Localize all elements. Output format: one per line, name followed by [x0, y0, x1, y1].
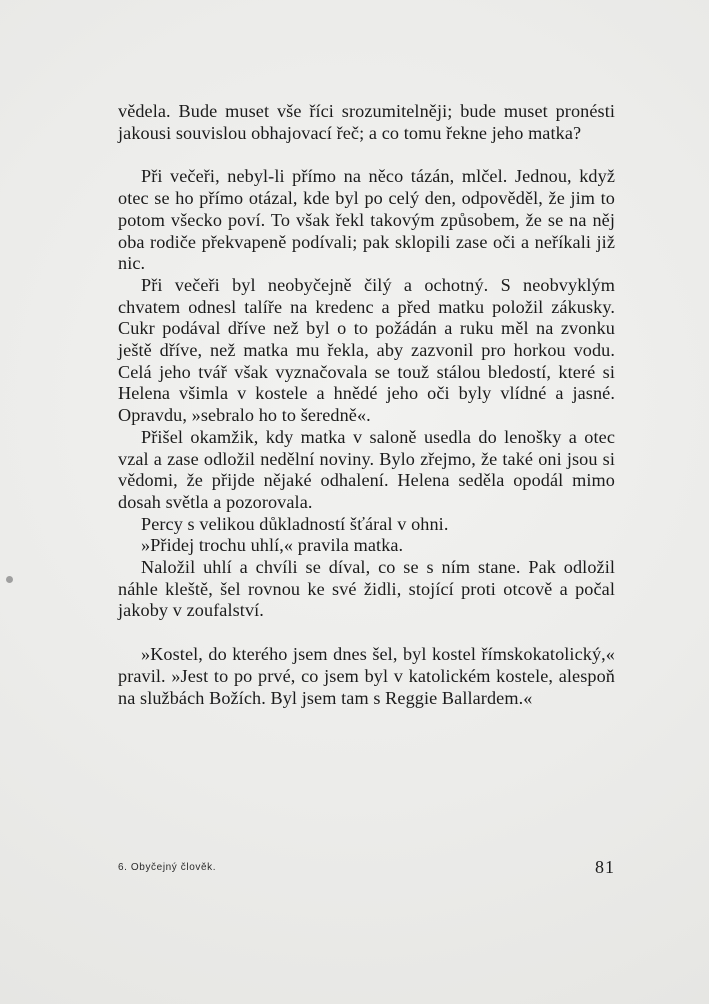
paragraph-dinner-manners: Při večeři byl neobyčejně čilý a ochotný. S neobvyklým chvatem odnesl talíře na kredenc a před matku položil zákusky. Cukr podával dříve než byl o to požádán a ruku měl na zvonku ještě dříve, než matka mu řekla, aby zazvonil pro horkou vodu. Celá jeho tvář však vyznačovala se touž stálou bledostí, které si Helena všimla v kostele a hnědé jeho oči byly vlídné a jasné. Opravdu, »sebralo ho to šeredně«. [118, 274, 615, 426]
paragraph-gap-2 [118, 622, 615, 644]
body-text [118, 101, 615, 709]
paragraph-fire: Percy s velikou důkladností šťáral v ohni. [141, 513, 449, 534]
paragraph-gap [118, 144, 615, 166]
paragraph-church-confession: »Kostel, do kterého jsem dnes šel, byl kostel římskokatolický,« pravil. »Jest to po prvé, co jsem byl v katolickém kostele, alespoň na službách Božích. Byl jsem tam s Reggie Ballardem.« [118, 644, 615, 708]
page-number: 81 [595, 857, 615, 877]
paper-speck [6, 576, 13, 583]
footer-signature: 6. Obyčejný člověk. [118, 862, 217, 873]
paragraph-percy-approach: Naložil uhlí a chvíli se díval, co se s ním stane. Pak odložil náhle kleště, šel rovnou ke své židli, stojící proti otcově a počal jakoby v zoufalství. [118, 557, 615, 621]
paragraph-mother-quote: »Přidej trochu uhlí,« pravila matka. [141, 535, 404, 556]
paragraph-dinner-silence: Při večeři, nebyl-li přímo na něco tázán, mlčel. Jednou, když otec se ho přímo otázal, kde byl po celý den, odpověděl, že jim to potom všecko poví. To však řekl takovým způsobem, že se na něj oba rodiče překvapeně podívali; pak sklopili zase oči a neříkali již nic. [118, 166, 615, 274]
paragraph-salon-moment: Přišel okamžik, kdy matka v saloně usedla do lenošky a otec vzal a zase odložil nedělní noviny. Bylo zřejmo, že také oni jsou si vědomi, že přijde nějaké odhalení. Helena seděla opodál mimo dosah světla a pozorovala. [118, 426, 615, 512]
paragraph-continuation: vědela. Bude muset vše říci srozumitelněji; bude muset pronésti jakousi souvislou obhajovací řeč; a co tomu řekne jeho matka? [118, 101, 615, 143]
